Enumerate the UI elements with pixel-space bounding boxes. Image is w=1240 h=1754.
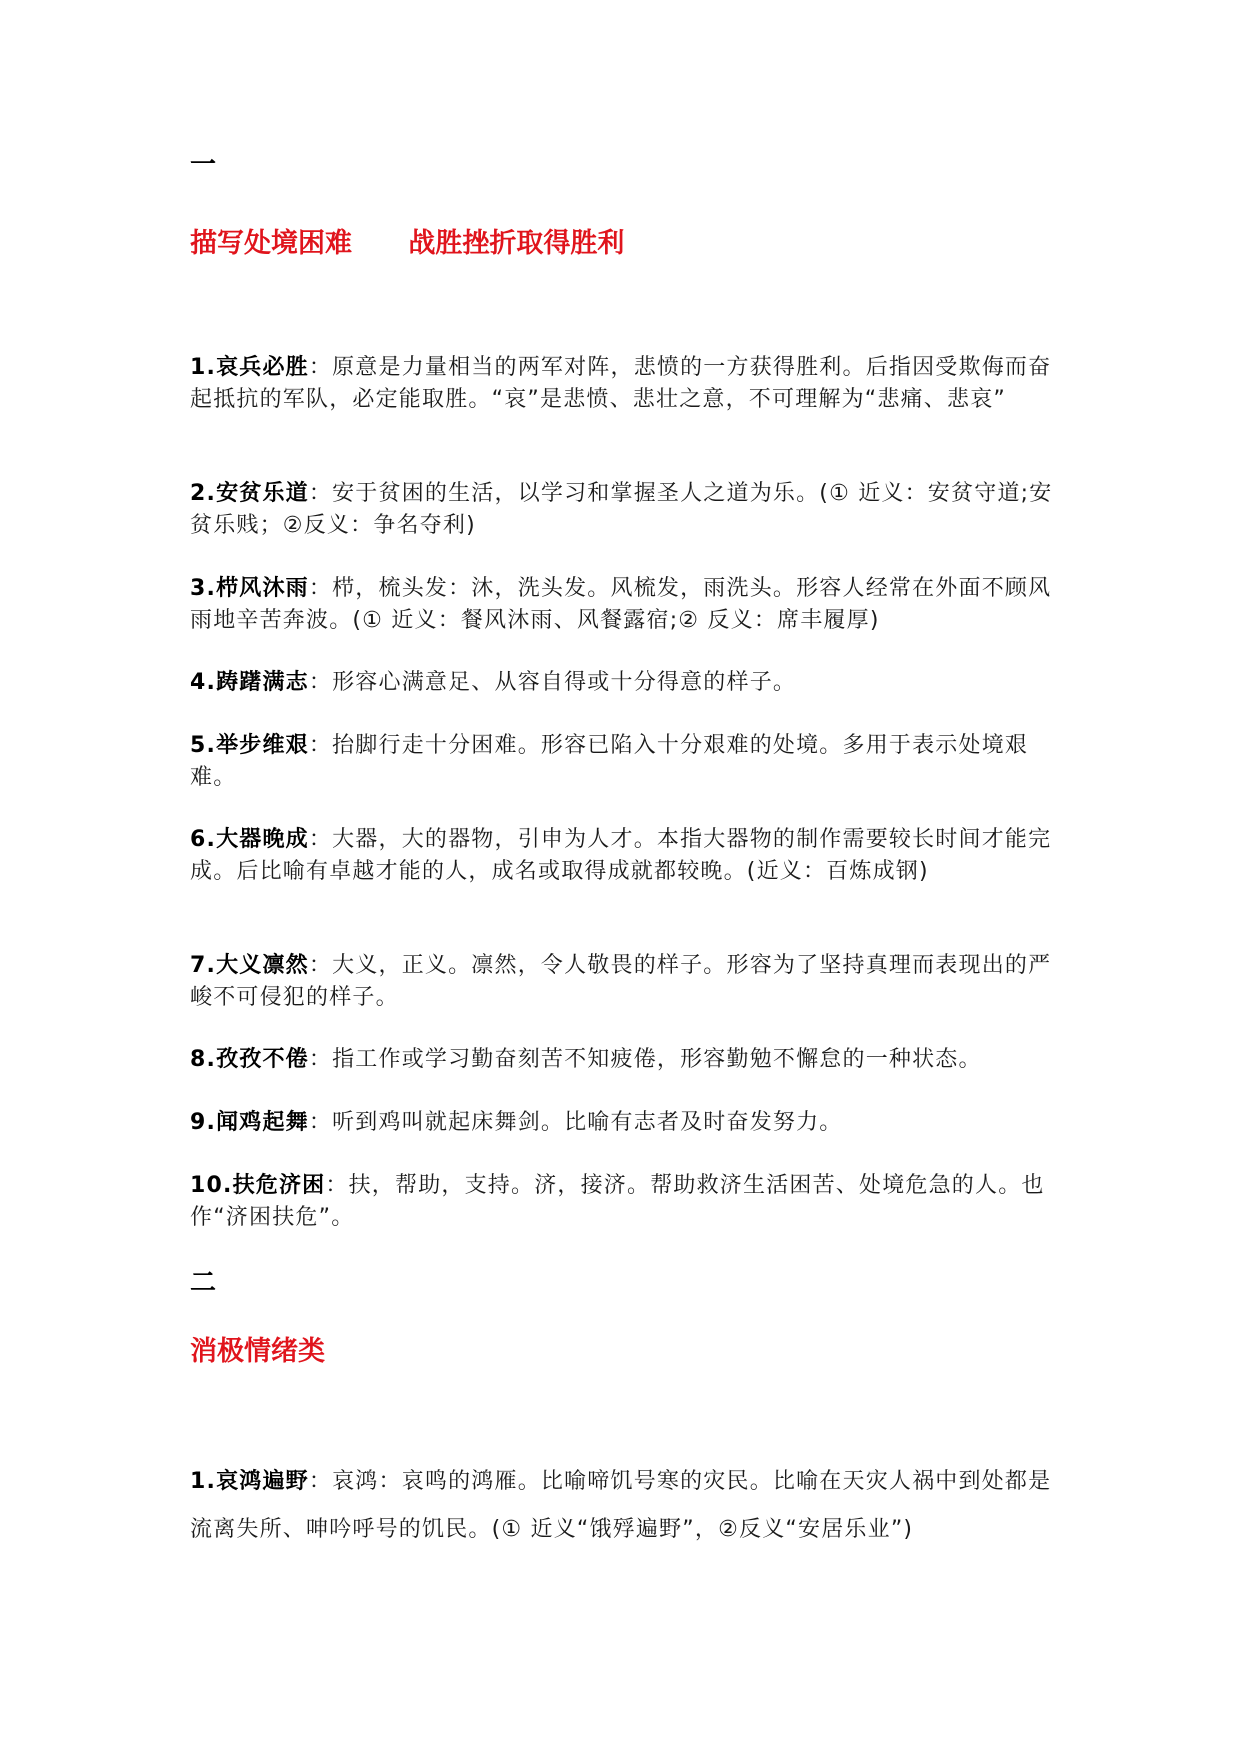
- idiom-term: 哀鸿遍野: [216, 1469, 309, 1494]
- idiom-definition: 栉，梳头发：沐，洗头发。风梳发，雨洗头。形容人经常在外面不顾风雨地辛苦奔波。(① 近义：餐风沐雨、风餐露宿;② 反义：席丰履厚): [190, 576, 1052, 633]
- idiom-term: 哀兵必胜: [216, 355, 309, 380]
- entry-separator: ：: [308, 953, 333, 978]
- idiom-entry: [190, 352, 1060, 416]
- idiom-entry: [190, 667, 1060, 699]
- idiom-definition: 大器，大的器物，引申为人才。本指大器物的制作需要较长时间才能完成。后比喻有卓越才能的人，成名或取得成就都较晚。(近义：百炼成钢): [190, 827, 1052, 884]
- entry-separator: ：: [308, 1469, 333, 1494]
- idiom-term: 大器晚成: [216, 827, 309, 852]
- entry-separator: ：: [308, 576, 333, 601]
- entry-index: 1.: [190, 1469, 217, 1494]
- idiom-definition: 大义，正义。凛然，令人敬畏的样子。形容为了坚持真理而表现出的严峻不可侵犯的样子。: [190, 953, 1052, 1010]
- entry-separator: ：: [308, 1110, 333, 1135]
- entry-index: 8.: [190, 1047, 217, 1072]
- idiom-entry: [190, 1458, 1060, 1554]
- idiom-entry: [190, 1170, 1060, 1234]
- idiom-term: 踌躇满志: [216, 670, 309, 695]
- entry-index: 9.: [190, 1110, 217, 1135]
- idiom-term: 安贫乐道: [216, 481, 309, 506]
- entry-separator: ：: [308, 355, 333, 380]
- idiom-entry: [190, 1044, 1060, 1076]
- entry-separator: ：: [325, 1173, 349, 1198]
- idiom-definition: 指工作或学习勤奋刻苦不知疲倦，形容勤勉不懈怠的一种状态。: [332, 1047, 982, 1072]
- entry-index: 10.: [190, 1173, 233, 1198]
- entry-separator: ：: [308, 827, 333, 852]
- entry-index: 7.: [190, 953, 217, 978]
- entry-index: 6.: [190, 827, 217, 852]
- entry-index: 3.: [190, 576, 217, 601]
- idiom-definition: 哀鸿：哀鸣的鸿雁。比喻啼饥号寒的灾民。比喻在天灾人祸中到处都是流离失所、呻吟呼号的饥民。(① 近义“饿殍遍野”，②反义“安居乐业”): [190, 1469, 1052, 1542]
- entry-index: 5.: [190, 733, 217, 758]
- idiom-term: 闻鸡起舞: [216, 1110, 309, 1135]
- idiom-entry: [190, 573, 1060, 637]
- entry-index: 2.: [190, 481, 217, 506]
- idiom-definition: 抬脚行走十分困难。形容已陷入十分艰难的处境。多用于表示处境艰难。: [190, 733, 1029, 790]
- idiom-term: 大义凛然: [216, 953, 309, 978]
- entry-index: 1.: [190, 355, 217, 380]
- idiom-term: 栉风沐雨: [216, 576, 309, 601]
- idiom-entry: [190, 824, 1060, 888]
- section-title: 消极情绪类: [190, 1336, 325, 1367]
- idiom-term: 孜孜不倦: [216, 1047, 309, 1072]
- idiom-entry: [190, 950, 1060, 1014]
- idiom-definition: 原意是力量相当的两军对阵，悲愤的一方获得胜利。后指因受欺侮而奋起抵抗的军队，必定能取胜。“哀”是悲愤、悲壮之意，不可理解为“悲痛、悲哀”: [190, 355, 1052, 412]
- idiom-definition: 形容心满意足、从容自得或十分得意的样子。: [332, 670, 797, 695]
- idiom-definition: 扶，帮助，支持。济，接济。帮助救济生活困苦、处境危急的人。也作“济困扶危”。: [190, 1173, 1045, 1230]
- section-title: 描写处境困难 战胜挫折取得胜利: [190, 228, 625, 259]
- entry-separator: ：: [308, 1047, 333, 1072]
- section-number: 二: [190, 1268, 217, 1298]
- idiom-term: 举步维艰: [216, 733, 309, 758]
- idiom-definition: 听到鸡叫就起床舞剑。比喻有志者及时奋发努力。: [332, 1110, 843, 1135]
- idiom-entry: [190, 730, 1060, 794]
- entry-index: 4.: [190, 670, 217, 695]
- section-number: 一: [190, 150, 217, 180]
- idiom-entry: [190, 1107, 1060, 1139]
- entry-separator: ：: [308, 481, 333, 506]
- entry-separator: ：: [308, 733, 333, 758]
- idiom-term: 扶危济困: [232, 1173, 326, 1198]
- idiom-definition: 安于贫困的生活，以学习和掌握圣人之道为乐。(① 近义：安贫守道;安贫乐贱；②反义：争名夺利): [190, 481, 1053, 538]
- entry-separator: ：: [308, 670, 333, 695]
- idiom-entry: [190, 478, 1060, 542]
